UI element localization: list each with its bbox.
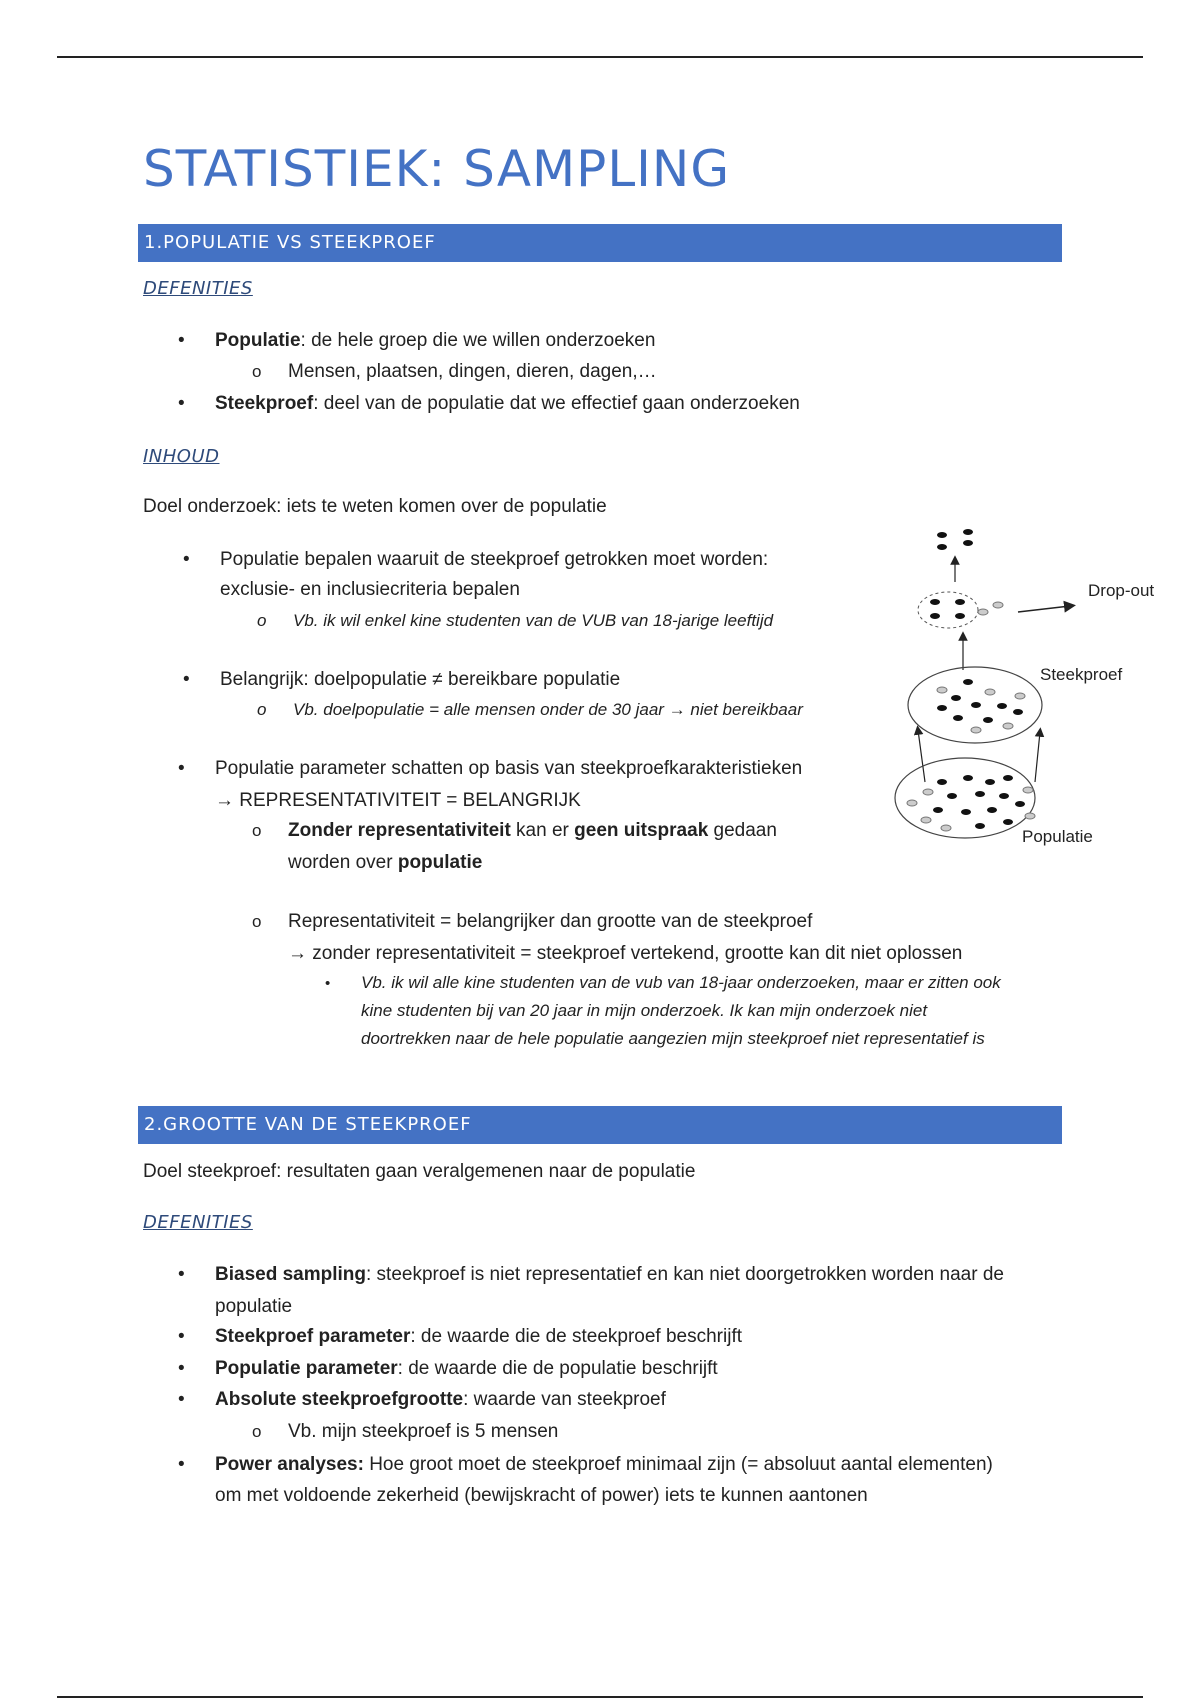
circle-bullet-icon: o: [252, 821, 262, 840]
definition-populatie: Populatie: de hele groep die we willen onderzoeken: [215, 330, 656, 351]
circle-bullet-icon: o: [252, 912, 262, 931]
definition-populatie-parameter: Populatie parameter: de waarde die de populatie beschrijft: [215, 1358, 718, 1379]
bullet-3-example-line1: Vb. ik wil alle kine studenten van de vub van 18-jaar onderzoeken, maar er zitten ook: [361, 973, 1001, 992]
arrow-right-icon: [1018, 606, 1070, 612]
top-rule: [57, 56, 1143, 58]
bullet-icon: •: [178, 330, 185, 351]
sample-label: Steekproef: [1040, 665, 1123, 684]
circle-bullet-icon: o: [257, 611, 267, 630]
circle-bullet-icon: o: [252, 1422, 262, 1441]
page-title: STATISTIEK: SAMPLING: [143, 140, 731, 198]
bottom-rule: [57, 1696, 1143, 1698]
circle-bullet-icon: o: [257, 700, 267, 719]
bullet-3-sub1-line2: worden over populatie: [288, 852, 483, 873]
sampling-diagram: [880, 520, 1180, 860]
bullet-3-example-line2: kine studenten bij van 20 jaar in mijn onderzoek. Ik kan mijn onderzoek niet: [361, 1001, 928, 1020]
arrow-up-right-icon: [1035, 732, 1040, 782]
definitions-heading-2: DEFENITIES: [143, 1212, 253, 1233]
definition-steekproef: Steekproef: deel van de populatie dat we effectief gaan onderzoeken: [215, 393, 800, 414]
bullet-3-example-line3: doortrekken naar de hele populatie aangezien mijn steekproef niet representatief is: [361, 1029, 985, 1048]
bullet-2: Belangrijk: doelpopulatie ≠ bereikbare populatie: [220, 669, 621, 690]
section-1-heading: 1.POPULATIE VS STEEKPROEF: [138, 224, 1062, 262]
research-goal: Doel onderzoek: iets te weten komen over de populatie: [143, 496, 607, 517]
bullet-3-line1: Populatie parameter schatten op basis van steekproefkarakteristieken: [215, 758, 803, 779]
section-2-heading: 2.GROOTTE VAN DE STEEKPROEF: [138, 1106, 1062, 1144]
bullet-icon: •: [178, 1389, 185, 1410]
bullet-1-line2: exclusie- en inclusiecriteria bepalen: [220, 579, 520, 600]
definition-power-analyses: Power analyses: Hoe groot moet de steekproef minimaal zijn (= absoluut aantal elementen): [215, 1454, 993, 1475]
definition-absolute-steekproefgrootte: Absolute steekproefgrootte: waarde van steekproef: [215, 1389, 666, 1410]
definition-power-analyses-line2: om met voldoende zekerheid (bewijskracht of power) iets te kunnen aantonen: [215, 1485, 868, 1506]
definition-steekproef-parameter: Steekproef parameter: de waarde die de steekproef beschrijft: [215, 1326, 743, 1347]
content-heading: INHOUD: [143, 446, 220, 467]
population-dots: [907, 775, 1035, 831]
selected-dots: [937, 529, 973, 550]
definitions-heading-1: DEFENITIES: [143, 278, 253, 299]
bullet-icon: •: [183, 669, 190, 690]
sampling-diagram-svg: [880, 520, 1180, 860]
bullet-icon: •: [178, 1326, 185, 1347]
bullet-icon: •: [178, 758, 185, 779]
arrow-up-left-icon: [918, 730, 925, 782]
bullet-icon: •: [178, 1454, 185, 1475]
sample-goal: Doel steekproef: resultaten gaan veralgemenen naar de populatie: [143, 1161, 696, 1182]
dropout-dots: [930, 599, 1003, 619]
definition-biased-sampling: Biased sampling: steekproef is niet representatief en kan niet doorgetrokken worden naar de: [215, 1264, 1004, 1285]
bullet-3-sub2-line2: → zonder representativiteit = steekproef vertekend, grootte kan dit niet oplossen: [288, 943, 963, 964]
bullet-3-line2: → REPRESENTATIVITEIT = BELANGRIJK: [215, 790, 581, 811]
circle-bullet-icon: o: [252, 362, 262, 381]
bullet-icon: •: [178, 393, 185, 414]
definition-absolute-example: Vb. mijn steekproef is 5 mensen: [288, 1421, 559, 1442]
bullet-2-example: Vb. doelpopulatie = alle mensen onder de 30 jaar → niet bereikbaar: [293, 700, 803, 719]
population-ellipse: [895, 758, 1035, 838]
population-label: Populatie: [1022, 827, 1093, 846]
bullet-1-line1: Populatie bepalen waaruit de steekproef getrokken moet worden:: [220, 549, 769, 570]
bullet-icon: •: [178, 1358, 185, 1379]
bullet-3-sub2-line1: Representativiteit = belangrijker dan grootte van de steekproef: [288, 911, 813, 932]
square-bullet-icon: •: [325, 975, 331, 992]
dropout-label: Drop-out: [1088, 581, 1155, 600]
bullet-icon: •: [178, 1264, 185, 1285]
definition-populatie-sub: Mensen, plaatsen, dingen, dieren, dagen,…: [288, 361, 657, 382]
dropout-ellipse: [918, 592, 978, 628]
bullet-1-example: Vb. ik wil enkel kine studenten van de VUB van 18-jarige leeftijd: [293, 611, 774, 630]
bullet-3-sub1-line1: Zonder representativiteit kan er geen uitspraak gedaan: [288, 820, 777, 841]
definition-biased-sampling-line2: populatie: [215, 1296, 293, 1317]
bullet-icon: •: [183, 549, 190, 570]
sample-dots: [937, 679, 1025, 733]
